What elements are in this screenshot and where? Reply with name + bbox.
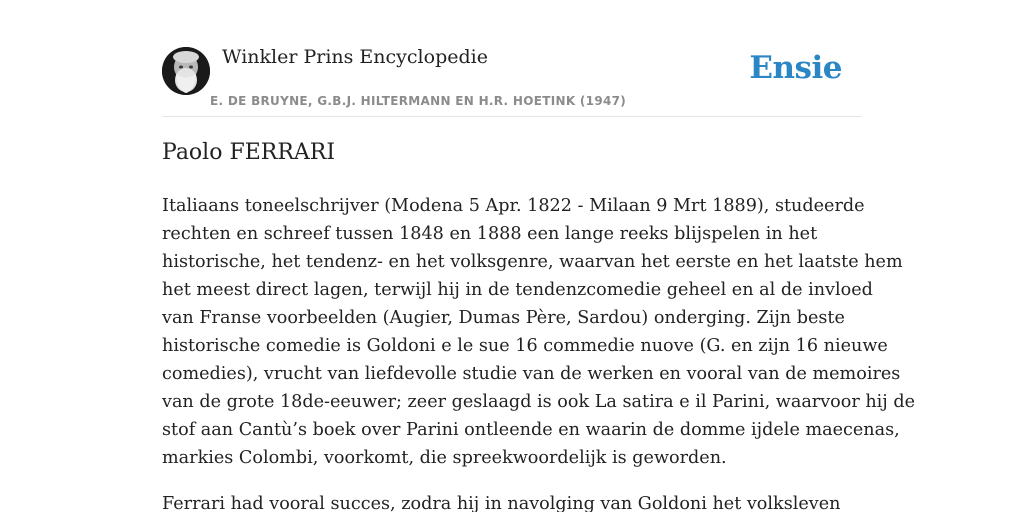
text-line: van Franse voorbeelden (Augier, Dumas Père, Sardou) onderging. Zijn beste [162,308,845,328]
paragraph-1 [162,192,916,472]
text-line: het meest direct lagen, terwijl hij in de tendenzcomedie geheel en al de invloed [162,280,873,300]
text-line: rechten en schreef tussen 1848 en 1888 een lange reeks blijspelen in het [162,224,818,244]
text-line: comedies), vrucht van liefdevolle studie van de werken en vooral van de memoires [162,364,901,384]
text-line: Italiaans toneelschrijver (Modena 5 Apr. 1822 - Milaan 9 Mrt 1889), studeerde [162,196,865,216]
page-container [162,0,916,512]
site-title[interactable]: Winkler Prins Encyclopedie [222,46,488,68]
brand-logo-link[interactable]: Ensie [749,50,842,86]
article-body [162,192,916,512]
portrait-icon [162,47,210,95]
text-line: markies Colombi, voorkomt, die spreekwoordelijk is geworden. [162,448,727,468]
paragraph-2 [162,490,868,512]
text-line: van de grote 18de-eeuwer; zeer geslaagd is ook La satira e il Parini, waarvoor hij de [162,392,916,412]
text-line: Ferrari had vooral succes, zodra hij in navolging van Goldoni het volksleven [162,494,841,512]
text-line: historische, het tendenz- en het volksgenre, waarvan het eerste en het laatste hem [162,252,903,272]
article-title: Paolo FERRARI [162,140,336,165]
site-header [162,0,862,117]
text-line: stof aan Cantù’s boek over Parini ontleende en waarin de domme ijdele maecenas, [162,420,900,440]
site-subtitle: E. DE BRUYNE, G.B.J. HILTERMANN EN H.R. HOETINK (1947) [210,94,627,108]
text-line: historische comedie is Goldoni e le sue 16 commedie nuove (G. en zijn 16 nieuwe [162,336,888,356]
